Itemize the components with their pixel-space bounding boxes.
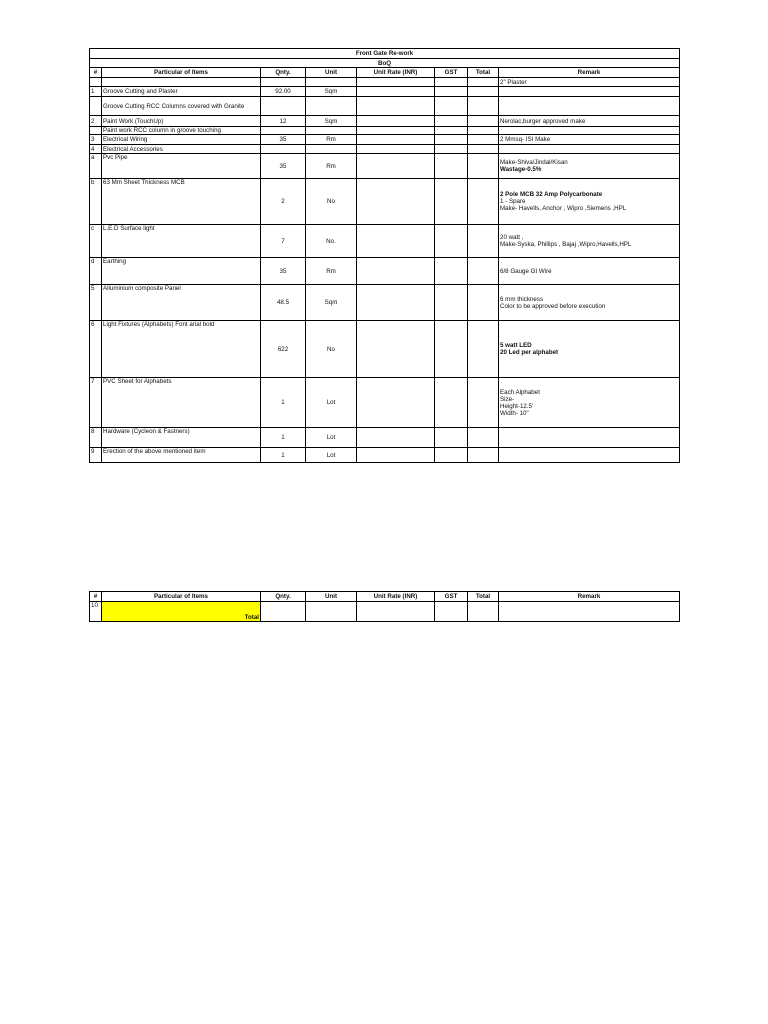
- remark-line: Height-12.5': [500, 402, 534, 410]
- item-cell: Pvc Pipe: [102, 154, 261, 179]
- table-row: [90, 127, 680, 135]
- unit-cell: Lot: [306, 448, 357, 463]
- item-cell: PVC Sheet for Alphabets: [102, 378, 261, 428]
- row-number: 5: [90, 285, 102, 321]
- remark-cell: 6/8 Gauge GI Wire: [499, 258, 680, 285]
- unit-cell: Rm: [306, 154, 357, 179]
- remark-cell: [499, 285, 680, 321]
- remark-line: 1 - Spare: [500, 198, 526, 205]
- table-row: [90, 179, 680, 225]
- remark-cell: 2 Mmsq- ISI Make: [499, 135, 680, 145]
- remark-cell: [499, 378, 680, 428]
- item-cell: L.E.D Surface light: [102, 225, 261, 258]
- remark-line: Make- Havells, Anchor , Wipro ,Siemens ,HPL: [500, 205, 627, 212]
- item-cell: Electrical Wiring: [102, 135, 261, 145]
- remark-line: 20 Led per alphabet: [500, 349, 559, 356]
- qty-cell: 48.5: [261, 285, 306, 321]
- table-row: [90, 285, 680, 321]
- remark-cell: 2" Plaster: [499, 78, 680, 87]
- total-label: Total: [102, 602, 261, 622]
- qty-cell: 2: [261, 179, 306, 225]
- table-title: Front Gate Re-work: [90, 49, 680, 59]
- item-cell: Groove Cutting RCC Columns covered with Granite: [102, 97, 261, 116]
- item-cell: Erection of the above mentioned item: [102, 448, 261, 463]
- row-number: 1: [90, 87, 102, 97]
- table-row: [90, 87, 680, 97]
- remark-line: Color to be approved before execution: [500, 302, 606, 310]
- remark-line: Each Alphabet: [500, 388, 540, 396]
- row-number: 8: [90, 428, 102, 448]
- unit-cell: Lot: [306, 378, 357, 428]
- table-row: [90, 154, 680, 179]
- qty-cell: 35: [261, 135, 306, 145]
- remark-line: 6 mm thickness: [500, 295, 543, 303]
- unit-cell: No: [306, 179, 357, 225]
- row-number: 7: [90, 378, 102, 428]
- qty-cell: 92.00: [261, 87, 306, 97]
- header-total: Total: [468, 68, 499, 78]
- remark-cell: [499, 179, 680, 225]
- table-row: [90, 258, 680, 285]
- unit-cell: No.: [306, 225, 357, 258]
- header-rate: Unit Rate (INR): [357, 68, 435, 78]
- remark-line: 5 watt LED: [500, 342, 532, 349]
- unit-cell: Sqm: [306, 285, 357, 321]
- remark-line: Wastage-0.5%: [500, 166, 542, 173]
- table-row: [90, 78, 680, 87]
- row-number: 9: [90, 448, 102, 463]
- header-qty: Qnty.: [261, 592, 306, 602]
- item-cell: Paint Work (TouchUp): [102, 116, 261, 127]
- qty-cell: 7: [261, 225, 306, 258]
- row-number: 10: [90, 602, 102, 622]
- item-cell: Paint work RCC column in groove touching: [102, 127, 261, 135]
- table-row: [90, 321, 680, 378]
- unit-cell: Rm: [306, 135, 357, 145]
- item-cell: Hardware (Cycleon & Fastners): [102, 428, 261, 448]
- total-row: [90, 602, 680, 622]
- remark-line: Size-: [500, 395, 515, 403]
- remark-cell: [499, 154, 680, 179]
- row-number: c: [90, 225, 102, 258]
- table-row: [90, 448, 680, 463]
- unit-cell: Sqm: [306, 87, 357, 97]
- item-cell: Groove Cutting and Plaster: [102, 87, 261, 97]
- item-cell: Electrical Accessories: [102, 145, 261, 154]
- row-number: 6: [90, 321, 102, 378]
- header-rate: Unit Rate (INR): [357, 592, 435, 602]
- row-number: a: [90, 154, 102, 179]
- boq-table: [89, 48, 680, 463]
- item-cell: 63 Mm Sheet Thickness MCB: [102, 179, 261, 225]
- header-row: [90, 68, 680, 78]
- row-number: 2: [90, 116, 102, 127]
- header-num: #: [90, 592, 102, 602]
- remark-line: Width- 10": [500, 409, 529, 417]
- header-remark: Remark: [499, 68, 680, 78]
- table-row: [90, 116, 680, 127]
- summary-table: [89, 591, 680, 622]
- remark-cell: Nerolac,burger approved make: [499, 116, 680, 127]
- remark-line: Make-Shiva/Jindal/Kisan: [500, 159, 568, 166]
- header-particular: Particular of Items: [102, 592, 261, 602]
- header-remark: Remark: [499, 592, 680, 602]
- item-cell: Earthing: [102, 258, 261, 285]
- qty-cell: 1: [261, 428, 306, 448]
- remark-cell: [499, 321, 680, 378]
- qty-cell: 12: [261, 116, 306, 127]
- header-total: Total: [468, 592, 499, 602]
- unit-cell: Rm: [306, 258, 357, 285]
- item-cell: Alluminium composite Panel: [102, 285, 261, 321]
- table-subtitle: BoQ: [90, 59, 680, 68]
- unit-cell: No: [306, 321, 357, 378]
- remark-line: 2 Pole MCB 32 Amp Polycarbonate: [500, 191, 603, 198]
- header-gst: GST: [435, 592, 468, 602]
- item-cell: Light Fixtures (Alphabets) Font arial bold: [102, 321, 261, 378]
- header-particular: Particular of Items: [102, 68, 261, 78]
- row-number: d: [90, 258, 102, 285]
- table-row: [90, 145, 680, 154]
- row-number: 3: [90, 135, 102, 145]
- qty-cell: 622: [261, 321, 306, 378]
- remark-line: Make-Syska, Phillips , Bajaj ,Wipro,Havells,HPL: [500, 241, 632, 248]
- row-number: b: [90, 179, 102, 225]
- qty-cell: 1: [261, 378, 306, 428]
- qty-cell: 1: [261, 448, 306, 463]
- qty-cell: 35: [261, 154, 306, 179]
- table-row: [90, 135, 680, 145]
- header-num: #: [90, 68, 102, 78]
- header-qty: Qnty.: [261, 68, 306, 78]
- table-row: [90, 428, 680, 448]
- unit-cell: Lot: [306, 428, 357, 448]
- header-row: [90, 592, 680, 602]
- table-row: [90, 225, 680, 258]
- unit-cell: Sqm: [306, 116, 357, 127]
- row-number: 4: [90, 145, 102, 154]
- table-row: [90, 378, 680, 428]
- header-gst: GST: [435, 68, 468, 78]
- remark-line: 20 watt ,: [500, 234, 524, 241]
- remark-cell: [499, 225, 680, 258]
- header-unit: Unit: [306, 592, 357, 602]
- table-row: [90, 97, 680, 116]
- qty-cell: 35: [261, 258, 306, 285]
- header-unit: Unit: [306, 68, 357, 78]
